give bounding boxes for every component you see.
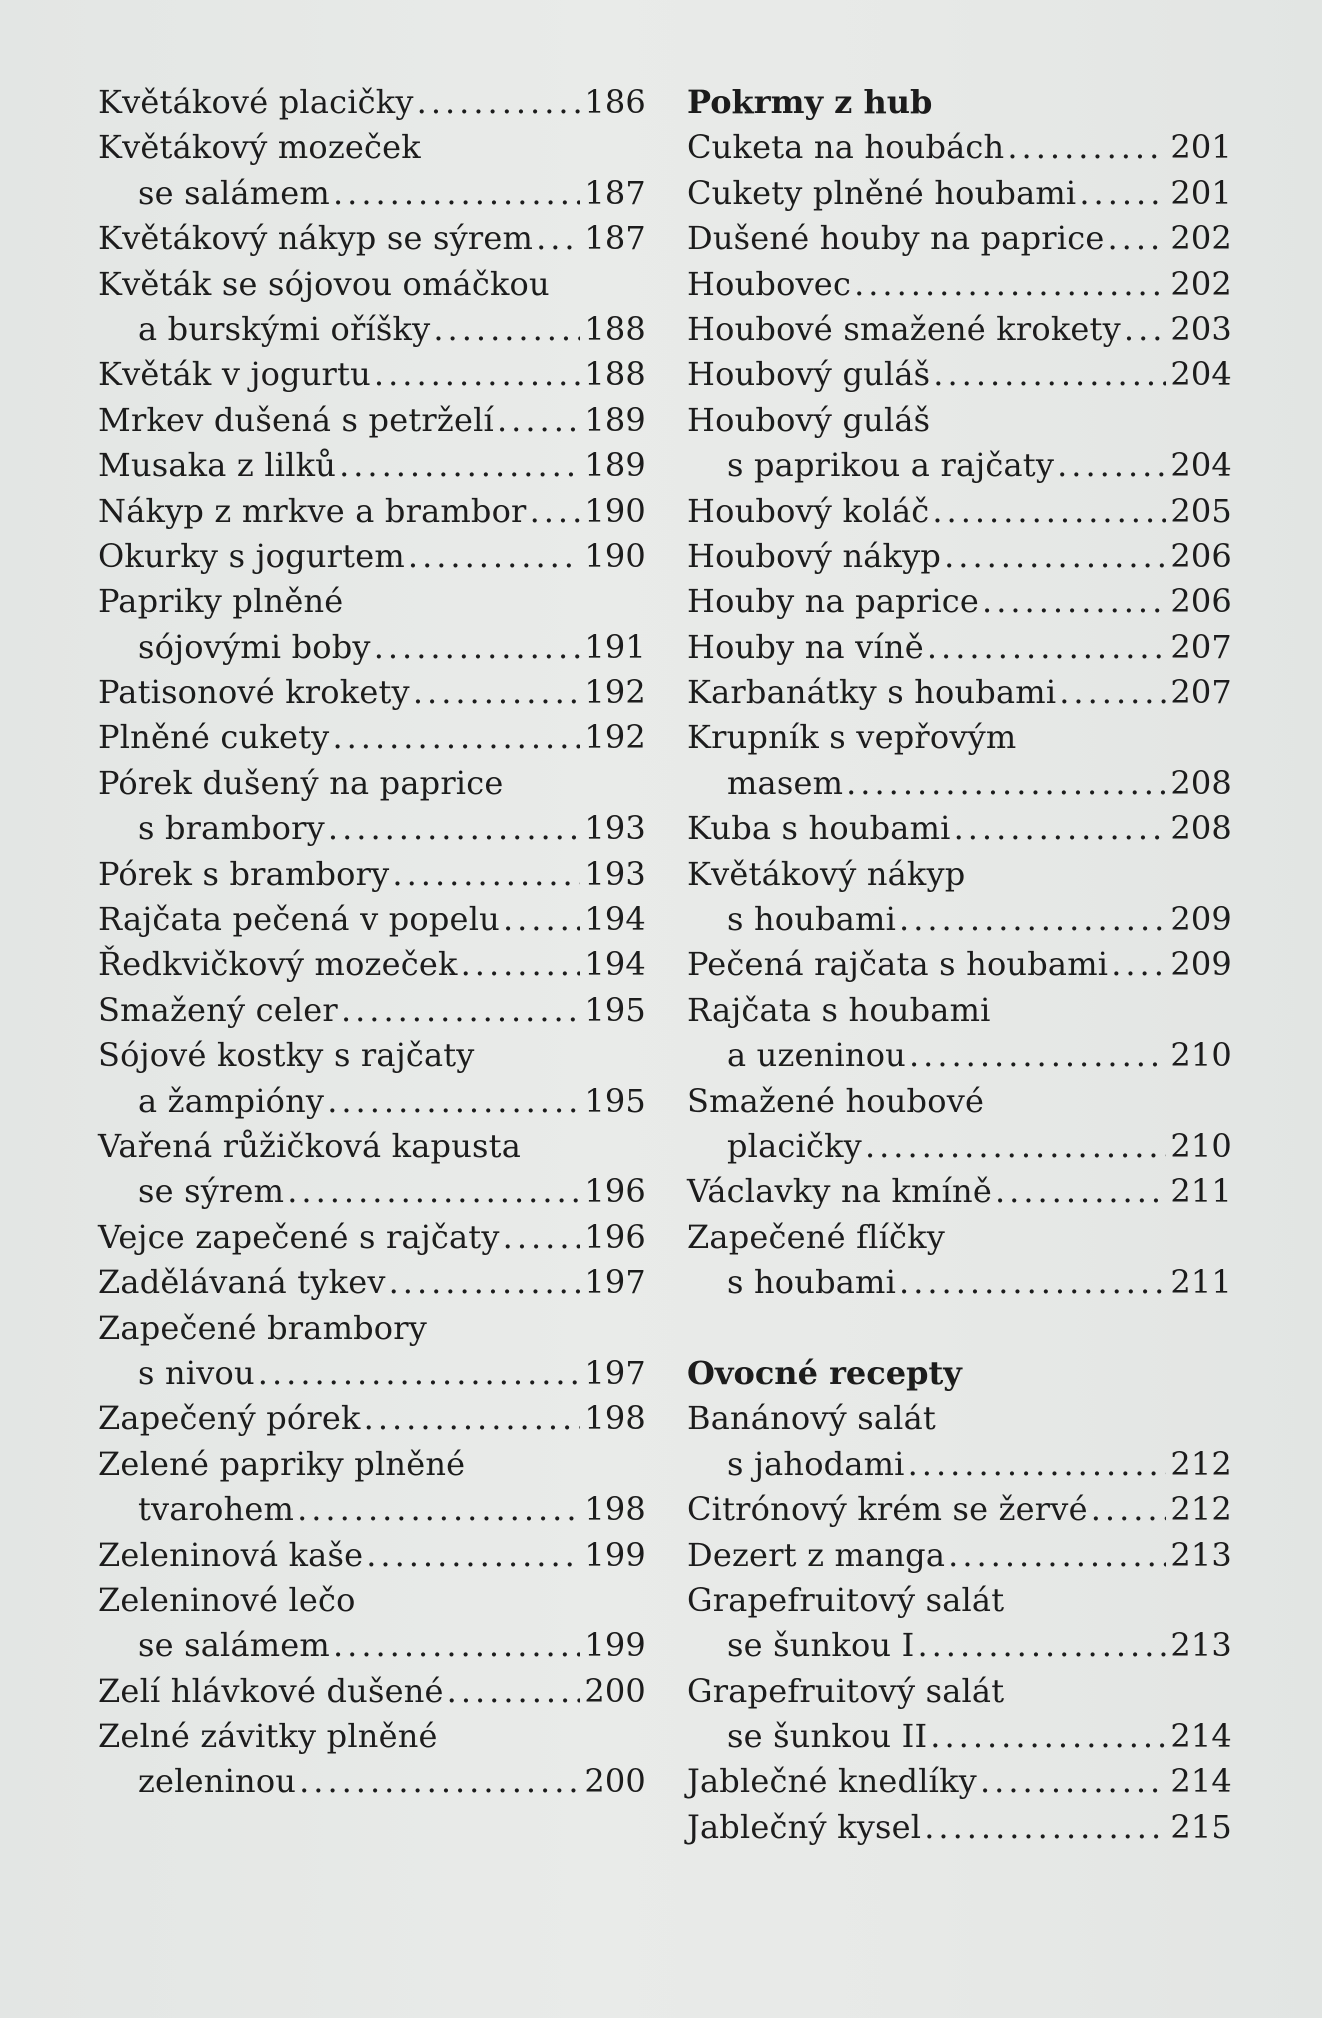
entry-title: Grapefruitový salát bbox=[687, 1671, 1005, 1710]
dot-leader bbox=[932, 489, 1166, 534]
dot-leader bbox=[299, 1759, 580, 1804]
entry-title-continuation: a uzeninou bbox=[727, 1036, 906, 1075]
entry-title: Sójové kostky s rajčaty bbox=[98, 1036, 475, 1075]
entry-title: Rajčata pečená v popelu bbox=[98, 900, 500, 939]
entry-title-continuation: se šunkou I bbox=[727, 1626, 915, 1665]
dot-leader bbox=[1111, 942, 1166, 987]
toc-entry bbox=[98, 1623, 646, 1668]
entry-title: Zelené papriky plněné bbox=[98, 1444, 466, 1483]
toc-entry bbox=[687, 1533, 1232, 1578]
entry-title: Houbový nákyp bbox=[687, 536, 942, 575]
toc-entry bbox=[98, 1260, 646, 1305]
dot-leader bbox=[332, 715, 580, 760]
dot-leader bbox=[865, 1124, 1166, 1169]
toc-entry bbox=[687, 1442, 1232, 1487]
entry-title: Houby na paprice bbox=[687, 582, 980, 621]
dot-leader bbox=[287, 1169, 580, 1214]
dot-leader bbox=[392, 852, 580, 897]
entry-title: Rajčata s houbami bbox=[687, 990, 991, 1029]
dot-leader bbox=[982, 579, 1166, 624]
toc-entry bbox=[98, 398, 646, 443]
toc-entry bbox=[687, 1169, 1232, 1214]
entry-title: Kuba s houbami bbox=[687, 809, 951, 848]
toc-entry bbox=[687, 1669, 1232, 1714]
toc-entry bbox=[98, 443, 646, 488]
page-number: 195 bbox=[584, 990, 646, 1029]
entry-title-continuation: sójovými boby bbox=[138, 627, 371, 666]
entry-title: Dušené houby na paprice bbox=[687, 219, 1105, 258]
entry-title: Zapečené brambory bbox=[98, 1308, 428, 1347]
dot-leader bbox=[536, 216, 580, 261]
page-number: 191 bbox=[584, 627, 646, 666]
toc-entry bbox=[98, 352, 646, 397]
page-number: 202 bbox=[1170, 264, 1232, 303]
entry-title: Papriky plněné bbox=[98, 582, 344, 621]
toc-entry bbox=[687, 1033, 1232, 1078]
dot-leader bbox=[899, 1260, 1166, 1305]
page-number: 193 bbox=[584, 854, 646, 893]
right-column bbox=[687, 80, 1232, 1850]
entry-title: Vejce zapečené s rajčaty bbox=[98, 1217, 500, 1256]
dot-leader bbox=[413, 670, 580, 715]
entry-title: Zeleninové lečo bbox=[98, 1580, 356, 1619]
page-number: 197 bbox=[584, 1353, 646, 1392]
dot-leader bbox=[948, 1533, 1166, 1578]
entry-title: Zadělávaná tykev bbox=[98, 1263, 386, 1302]
dot-leader bbox=[1107, 216, 1166, 261]
dot-leader bbox=[1059, 670, 1166, 715]
dot-leader bbox=[333, 1623, 580, 1668]
dot-leader bbox=[258, 1351, 581, 1396]
dot-leader bbox=[924, 1805, 1166, 1850]
toc-entry bbox=[98, 670, 646, 715]
toc-entry bbox=[98, 1533, 646, 1578]
page-number: 187 bbox=[584, 173, 646, 212]
toc-entry bbox=[98, 897, 646, 942]
entry-title-continuation: s houbami bbox=[727, 1263, 897, 1302]
toc-entry bbox=[98, 489, 646, 534]
toc-entry bbox=[98, 579, 646, 624]
dot-leader bbox=[341, 988, 580, 1033]
toc-entry bbox=[687, 1124, 1232, 1169]
page-number: 215 bbox=[1170, 1807, 1232, 1846]
entry-title: Zelné závitky plněné bbox=[98, 1717, 438, 1756]
entry-title: Dezert z manga bbox=[687, 1535, 946, 1574]
page-number: 201 bbox=[1170, 128, 1232, 167]
entry-title: Smažené houbové bbox=[687, 1081, 985, 1120]
toc-entry bbox=[687, 761, 1232, 806]
dot-leader bbox=[908, 1442, 1167, 1487]
page-number: 210 bbox=[1170, 1126, 1232, 1165]
page-number: 208 bbox=[1170, 809, 1232, 848]
dot-leader bbox=[1057, 443, 1166, 488]
toc-entry bbox=[687, 262, 1232, 307]
entry-title: Ředkvičkový mozeček bbox=[98, 945, 458, 984]
dot-leader bbox=[374, 625, 581, 670]
dot-leader bbox=[503, 1215, 581, 1260]
entry-title-continuation: se šunkou II bbox=[727, 1717, 928, 1756]
toc-entry bbox=[98, 1351, 646, 1396]
entry-title: Pórek dušený na paprice bbox=[98, 763, 504, 802]
entry-title: Květák se sójovou omáčkou bbox=[98, 264, 550, 303]
entry-title: Houby na víně bbox=[687, 627, 924, 666]
toc-entry bbox=[687, 125, 1232, 170]
dot-leader bbox=[328, 806, 580, 851]
page-number: 192 bbox=[584, 718, 646, 757]
toc-entry bbox=[687, 443, 1232, 488]
page-number: 204 bbox=[1170, 355, 1232, 394]
toc-entry bbox=[687, 852, 1232, 897]
toc-entry bbox=[687, 715, 1232, 760]
page-number: 214 bbox=[1170, 1762, 1232, 1801]
toc-entry bbox=[687, 534, 1232, 579]
page-number: 214 bbox=[1170, 1717, 1232, 1756]
page-number: 201 bbox=[1170, 173, 1232, 212]
page-number: 208 bbox=[1170, 763, 1232, 802]
dot-leader bbox=[917, 1623, 1166, 1668]
dot-leader bbox=[909, 1033, 1166, 1078]
page-number: 193 bbox=[584, 809, 646, 848]
page-number: 206 bbox=[1170, 582, 1232, 621]
toc-entry bbox=[687, 1215, 1232, 1260]
toc-entry bbox=[98, 534, 646, 579]
entry-title: Houbovec bbox=[687, 264, 852, 303]
entry-title-continuation: tvarohem bbox=[138, 1490, 295, 1529]
dot-leader bbox=[327, 1079, 580, 1124]
page-number: 204 bbox=[1170, 446, 1232, 485]
page-number: 203 bbox=[1170, 309, 1232, 348]
dot-leader bbox=[1124, 307, 1166, 352]
toc-entry bbox=[98, 942, 646, 987]
dot-leader bbox=[944, 534, 1166, 579]
dot-leader bbox=[1079, 171, 1166, 216]
toc-entry bbox=[687, 806, 1232, 851]
page-number: 207 bbox=[1170, 673, 1232, 712]
section-heading: Ovocné recepty bbox=[687, 1353, 962, 1392]
entry-title-continuation: zeleninou bbox=[138, 1762, 297, 1801]
page-number: 213 bbox=[1170, 1626, 1232, 1665]
toc-entry bbox=[687, 216, 1232, 261]
toc-entry bbox=[98, 1215, 646, 1260]
entry-title-continuation: s houbami bbox=[727, 900, 897, 939]
dot-leader bbox=[497, 398, 580, 443]
entry-title: Okurky s jogurtem bbox=[98, 536, 405, 575]
entry-title-continuation: s jahodami bbox=[727, 1444, 905, 1483]
page-number: 187 bbox=[584, 219, 646, 258]
page-number: 186 bbox=[584, 83, 646, 121]
entry-title: Zeleninová kaše bbox=[98, 1535, 364, 1574]
entry-title-continuation: se sýrem bbox=[138, 1172, 285, 1211]
dot-leader bbox=[530, 489, 581, 534]
entry-title: Václavky na kmíně bbox=[687, 1172, 992, 1211]
toc-entry bbox=[98, 761, 646, 806]
page-number: 211 bbox=[1170, 1172, 1232, 1211]
entry-title: Květákový nákyp se sýrem bbox=[98, 219, 534, 258]
entry-title: Jablečné knedlíky bbox=[687, 1762, 977, 1801]
entry-title: Houbové smažené krokety bbox=[687, 309, 1121, 348]
toc-entry bbox=[687, 670, 1232, 715]
page-number: 211 bbox=[1170, 1263, 1232, 1302]
entry-title: Nákyp z mrkve a brambor bbox=[98, 491, 527, 530]
page-number: 209 bbox=[1170, 945, 1232, 984]
entry-title-continuation: s brambory bbox=[138, 809, 325, 848]
entry-title: Cukety plněné houbami bbox=[687, 173, 1077, 212]
toc-entry bbox=[687, 988, 1232, 1033]
dot-leader bbox=[980, 1759, 1166, 1804]
entry-title: Zelí hlávkové dušené bbox=[98, 1671, 444, 1710]
entry-title: Květák v jogurtu bbox=[98, 355, 371, 394]
page-number: 200 bbox=[584, 1762, 646, 1801]
page-number: 194 bbox=[584, 945, 646, 984]
toc-entry bbox=[98, 307, 646, 352]
toc-entry bbox=[687, 579, 1232, 624]
dot-leader bbox=[417, 80, 581, 125]
entry-title: Karbanátky s houbami bbox=[687, 673, 1057, 712]
toc-entry bbox=[687, 1623, 1232, 1668]
page-number: 199 bbox=[584, 1626, 646, 1665]
entry-title: Krupník s vepřovým bbox=[687, 718, 1017, 757]
toc-entry bbox=[687, 897, 1232, 942]
dot-leader bbox=[433, 307, 580, 352]
entry-title-continuation: s nivou bbox=[138, 1353, 255, 1392]
page-number: 200 bbox=[584, 1671, 646, 1710]
toc-entry bbox=[98, 262, 646, 307]
toc-entry bbox=[687, 1396, 1232, 1441]
page-number: 213 bbox=[1170, 1535, 1232, 1574]
entry-title: Pečená rajčata s houbami bbox=[687, 945, 1109, 984]
dot-leader bbox=[846, 761, 1166, 806]
entry-title: Grapefruitový salát bbox=[687, 1580, 1005, 1619]
page-number: 189 bbox=[584, 446, 646, 485]
toc-entry bbox=[98, 625, 646, 670]
entry-title: Banánový salát bbox=[687, 1399, 936, 1438]
entry-title: Cuketa na houbách bbox=[687, 128, 1005, 167]
toc-entry bbox=[687, 1260, 1232, 1305]
entry-title: Houbový koláč bbox=[687, 491, 930, 530]
toc-entry bbox=[687, 1079, 1232, 1124]
toc-entry bbox=[98, 988, 646, 1033]
dot-leader bbox=[930, 1714, 1166, 1759]
toc-entry bbox=[687, 1805, 1232, 1850]
dot-leader bbox=[927, 625, 1166, 670]
toc-entry bbox=[687, 942, 1232, 987]
toc-entry bbox=[687, 489, 1232, 534]
entry-title: Zapečené flíčky bbox=[687, 1217, 946, 1256]
left-column bbox=[98, 80, 646, 1805]
toc-entry bbox=[98, 1396, 646, 1441]
entry-title-continuation: se salámem bbox=[138, 173, 330, 212]
dot-leader bbox=[461, 942, 581, 987]
dot-leader bbox=[408, 534, 580, 579]
section-heading: Pokrmy z hub bbox=[687, 83, 933, 121]
dot-leader bbox=[1007, 125, 1166, 170]
page-number: 206 bbox=[1170, 536, 1232, 575]
entry-title: Zapečený pórek bbox=[98, 1399, 361, 1438]
page-number: 207 bbox=[1170, 627, 1232, 666]
entry-title-continuation: a žampióny bbox=[138, 1081, 325, 1120]
toc-entry bbox=[687, 1487, 1232, 1532]
toc-entry bbox=[687, 398, 1232, 443]
dot-leader bbox=[447, 1669, 581, 1714]
dot-leader bbox=[366, 1533, 580, 1578]
toc-entry bbox=[687, 352, 1232, 397]
toc-entry bbox=[687, 1759, 1232, 1804]
toc-entry bbox=[98, 1487, 646, 1532]
toc-entry bbox=[98, 806, 646, 851]
dot-leader bbox=[333, 171, 580, 216]
toc-entry bbox=[98, 1124, 646, 1169]
toc-entry bbox=[687, 171, 1232, 216]
page-number: 210 bbox=[1170, 1036, 1232, 1075]
dot-leader bbox=[374, 352, 580, 397]
toc-entry bbox=[98, 1079, 646, 1124]
dot-leader bbox=[933, 352, 1166, 397]
page-number: 202 bbox=[1170, 219, 1232, 258]
page-number: 195 bbox=[584, 1081, 646, 1120]
page-number: 198 bbox=[584, 1399, 646, 1438]
entry-title: Citrónový krém se žervé bbox=[687, 1490, 1088, 1529]
dot-leader bbox=[899, 897, 1166, 942]
page-number: 212 bbox=[1170, 1490, 1232, 1529]
toc-entry bbox=[98, 1759, 646, 1804]
toc-entry bbox=[687, 625, 1232, 670]
toc-entry bbox=[98, 715, 646, 760]
toc-entry bbox=[98, 80, 646, 125]
toc-entry bbox=[98, 1578, 646, 1623]
page-number: 189 bbox=[584, 400, 646, 439]
toc-entry bbox=[98, 125, 646, 170]
page-number: 196 bbox=[584, 1217, 646, 1256]
dot-leader bbox=[995, 1169, 1166, 1214]
dot-leader bbox=[297, 1487, 580, 1532]
dot-leader bbox=[854, 262, 1166, 307]
toc-entry bbox=[98, 1306, 646, 1351]
page-number: 192 bbox=[584, 673, 646, 712]
page-number: 196 bbox=[584, 1172, 646, 1211]
page-number: 194 bbox=[584, 900, 646, 939]
dot-leader bbox=[389, 1260, 581, 1305]
page-number: 188 bbox=[584, 309, 646, 348]
dot-leader bbox=[503, 897, 580, 942]
entry-title: Květákové placičky bbox=[98, 83, 414, 121]
toc-entry bbox=[98, 852, 646, 897]
entry-title: Vařená růžičková kapusta bbox=[98, 1126, 521, 1165]
page-number: 209 bbox=[1170, 900, 1232, 939]
entry-title-continuation: masem bbox=[727, 763, 844, 802]
toc-entry bbox=[98, 1442, 646, 1487]
page-number: 197 bbox=[584, 1263, 646, 1302]
page-number: 190 bbox=[584, 536, 646, 575]
entry-title: Patisonové krokety bbox=[98, 673, 410, 712]
entry-title: Houbový guláš bbox=[687, 400, 931, 439]
dot-leader bbox=[1091, 1487, 1167, 1532]
page-number: 205 bbox=[1170, 491, 1232, 530]
toc-entry bbox=[98, 1033, 646, 1078]
section-gap bbox=[687, 1306, 1232, 1351]
dot-leader bbox=[339, 443, 580, 488]
toc-entry bbox=[98, 216, 646, 261]
entry-title-continuation: s paprikou a rajčaty bbox=[727, 446, 1055, 485]
page-number: 199 bbox=[584, 1535, 646, 1574]
toc-entry bbox=[687, 1714, 1232, 1759]
entry-title: Smažený celer bbox=[98, 990, 338, 1029]
entry-title: Houbový guláš bbox=[687, 355, 931, 394]
entry-title: Květákový mozeček bbox=[98, 128, 421, 167]
toc-entry bbox=[687, 307, 1232, 352]
dot-leader bbox=[954, 806, 1167, 851]
toc-entry bbox=[98, 1169, 646, 1214]
toc-entry bbox=[98, 1669, 646, 1714]
entry-title: Musaka z lilků bbox=[98, 446, 337, 485]
entry-title-continuation: a burskými oříšky bbox=[138, 309, 431, 348]
entry-title: Mrkev dušená s petrželí bbox=[98, 400, 494, 439]
entry-title: Plněné cukety bbox=[98, 718, 330, 757]
entry-title: Pórek s brambory bbox=[98, 854, 390, 893]
page-number: 198 bbox=[584, 1490, 646, 1529]
entry-title: Květákový nákyp bbox=[687, 854, 966, 893]
entry-title: Jablečný kysel bbox=[687, 1807, 922, 1846]
entry-title-continuation: placičky bbox=[727, 1126, 862, 1165]
toc-entry bbox=[687, 1578, 1232, 1623]
page-number: 188 bbox=[584, 355, 646, 394]
toc-entry bbox=[98, 1714, 646, 1759]
entry-title-continuation: se salámem bbox=[138, 1626, 330, 1665]
toc-entry bbox=[98, 171, 646, 216]
page-number: 190 bbox=[584, 491, 646, 530]
page-number: 212 bbox=[1170, 1444, 1232, 1483]
dot-leader bbox=[364, 1396, 581, 1441]
